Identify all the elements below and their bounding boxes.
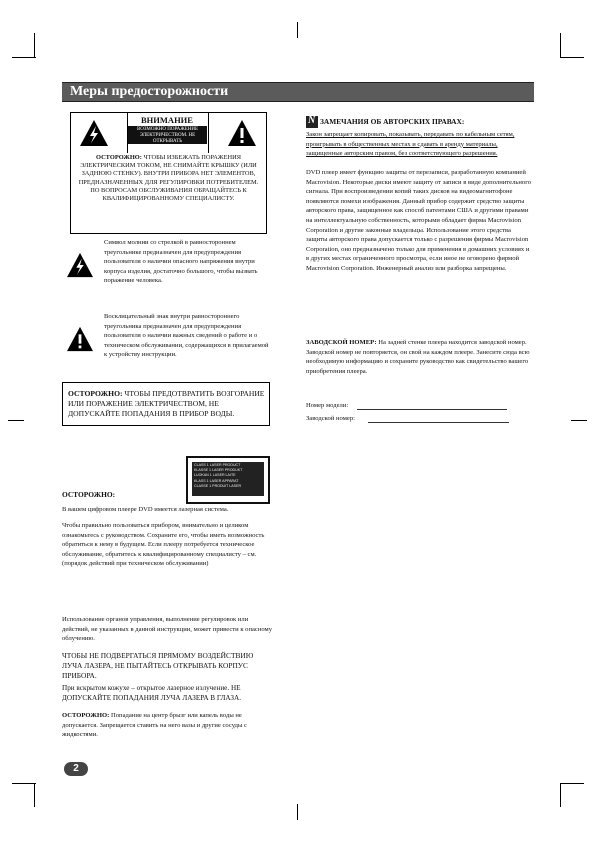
lightning-symbol-icon xyxy=(66,252,94,278)
crop-mark xyxy=(560,33,561,57)
serial-number-line xyxy=(368,422,509,423)
crop-mark xyxy=(34,783,35,807)
crop-mark xyxy=(560,783,584,784)
crop-mark xyxy=(560,783,561,807)
serial-number-text: На задней стенке плеера находится заводской номер. Заводской номер не повторяется, он свой на каждом плеере. Занесите сюда всю необходимую информацию и сохраните руководство как свидетельство вашего приобретения плеера. xyxy=(306,339,530,375)
crop-mark xyxy=(8,420,24,421)
crop-mark xyxy=(34,33,35,57)
copyright-law-note: Закон запрещает копировать, показывать, передавать по кабельным сетям, проигрывать в общественных местах и сдавать в аренду материалы, защищенные авторским правом, без соответствующего разрешения. xyxy=(306,131,515,158)
crop-mark xyxy=(560,57,584,58)
copyright-protection-text: DVD плеер имеет функцию защиты от перезаписи, разработанную компанией Macrovision. Некоторые диски имеют защиту от записи в виде дополнительного сигнала. При воспроизведении копий таких дисков на видеомагнитофоне появляются помехи изображения. Данный прибор содержит средство защиты авторского права, защищенное как способ патентами США и другими правами на интеллектуальную собственность, которыми обладает фирма Macrovision Corporation и другие законные владельцы. Использование этого средства защиты авторского права допускается только с разрешения фирмы Macrovision Corporation, оно предназначено только для применения в домашних условиях и в других местах ограниченного просмотра, если иное не оговорено фирмой Macrovision Corporation. Инженерный анализ или разборка запрещены. xyxy=(306,169,532,272)
serial-number-note xyxy=(306,338,532,376)
warning-body xyxy=(75,154,262,203)
crop-mark xyxy=(12,783,36,784)
laser-system-note: В вашем цифровом плеере DVD имеется лазерная система. xyxy=(62,506,229,513)
controls-note: Использование органов управления, выполнение регулировок или действий, не указанных в данной инструкции, может привести к опасному облучению. xyxy=(62,616,273,643)
laser-line: KLASSE 1 LASER PRODUKT xyxy=(194,468,243,473)
serial-number-lead: ЗАВОДСКОЙ НОМЕР: xyxy=(306,339,377,346)
warning-heading: ВНИМАНИЕ xyxy=(141,115,193,125)
exclamation-symbol-icon xyxy=(66,326,94,352)
laser-line: CLASS 1 LASER PRODUCT xyxy=(194,463,241,467)
liquid-warning-text: Попадание на центр брызг или капель воды не допускается. Запрещается ставить на него вазы и другие сосуды с жидкостями. xyxy=(62,712,247,739)
warning-black-label: ВОЗМОЖНО ПОРАЖЕНИЕ ЭЛЕКТРИЧЕСТВОМ. НЕ ОТКРЫВАТЬ xyxy=(128,126,207,144)
laser-line: KLASS 1 LASER APPARAT xyxy=(194,478,239,483)
water-warning-text xyxy=(68,389,266,420)
lightning-note: Символ молнии со стрелкой в равностороннем треугольнике предназначен для предупреждения пользователя о наличии опасного напряжения внутри корпуса изделия, достаточно большого, чтобы вызвать поражение человека. xyxy=(104,239,258,285)
laser-product-label xyxy=(186,456,270,504)
lightning-warning-icon xyxy=(79,119,109,147)
model-number-label: Номер модели: xyxy=(306,402,349,409)
laser-line: LUOKAN 1 LASER LAITE xyxy=(194,473,236,478)
crop-mark xyxy=(297,804,298,820)
copyright-heading: ЗАМЕЧАНИЯ ОБ АВТОРСКИХ ПРАВАХ: xyxy=(320,117,465,126)
water-warning-lead: ОСТОРОЖНО: xyxy=(68,389,123,398)
laser-label-text xyxy=(192,462,264,496)
warning-box xyxy=(70,112,267,234)
section-header xyxy=(62,82,534,102)
crop-mark xyxy=(297,22,298,38)
serial-number-label: Заводской номер: xyxy=(306,415,355,422)
page-title: Меры предосторожности xyxy=(70,84,229,99)
water-warning-box xyxy=(62,382,270,426)
exclamation-warning-icon xyxy=(227,119,257,147)
exclamation-note: Восклицательный знак внутри равностороннего треугольника предназначен для предупреждения пользователя о наличии важных сведений о работе и о техническом обслуживании, содержащихся в прилагаемой к устройству инструкции. xyxy=(104,313,269,359)
liquid-warning-lead: ОСТОРОЖНО: xyxy=(62,712,110,719)
water-warning-body: ЧТОБЫ ПРЕДОТВРАТИТЬ ВОЗГОРАНИЕ ИЛИ ПОРАЖЕНИЕ ЭЛЕКТРИЧЕСТВОМ, НЕ ДОПУСКАЙТЕ ПОПАДАНИЯ В ПРИБОР ВОДЫ. xyxy=(68,389,265,419)
crop-mark xyxy=(571,420,587,421)
note-icon: N xyxy=(306,116,318,128)
laser-beam-warning: ЧТОБЫ НЕ ПОДВЕРГАТЬСЯ ПРЯМОМУ ВОЗДЕЙСТВИЮ ЛУЧА ЛАЗЕРА, НЕ ПЫТАЙТЕСЬ ОТКРЫВАТЬ КОРПУС ПРИБОРА. xyxy=(62,651,254,680)
page-number: 2 xyxy=(73,763,79,774)
crop-mark xyxy=(12,57,36,58)
caution-text: ЧТОБЫ ИЗБЕЖАТЬ ПОРАЖЕНИЯ ЭЛЕКТРИЧЕСКИМ ТОКОМ, НЕ СНИМАЙТЕ КРЫШКУ (ИЛИ ЗАДНЮЮ СТЕНКУ). ВНУТРИ ПРИБОРА НЕТ ЭЛЕМЕНТОВ, ПРЕДНАЗНАЧЕННЫХ ДЛЯ РЕГУЛИРОВКИ ПОТРЕБИТЕЛЕМ. ПО ВОПРОСАМ ОБСЛУЖИВАНИЯ ОБРАЩАЙТЕСЬ К КВАЛИФИЦИРОВАННОМУ СПЕЦИАЛИСТУ. xyxy=(78,154,259,203)
laser-line: CLASSE 1 PRODUIT LASER xyxy=(194,483,242,488)
liquid-warning xyxy=(62,711,274,740)
page-number-badge xyxy=(64,762,88,776)
caution-lead: ОСТОРОЖНО: xyxy=(96,154,142,161)
manual-note: Чтобы правильно пользоваться прибором, внимательно и целиком ознакомьтесь с руководством. Сохраните его, чтобы иметь возможность обратиться к нему в будущем. Если плееру потребуется техническое обслуживание, обратитесь к квалифицированному специалисту – см. (порядок действий при техническом обслуживании) xyxy=(62,522,265,568)
open-cover-warning: При вскрытом кожухе – открытое лазерное излучение. НЕ ДОПУСКАЙТЕ ПОПАДАНИЯ ЛУЧА ЛАЗЕРА В ГЛАЗА. xyxy=(62,684,241,702)
model-number-line xyxy=(357,409,507,410)
laser-caution-heading: ОСТОРОЖНО: xyxy=(62,490,116,499)
